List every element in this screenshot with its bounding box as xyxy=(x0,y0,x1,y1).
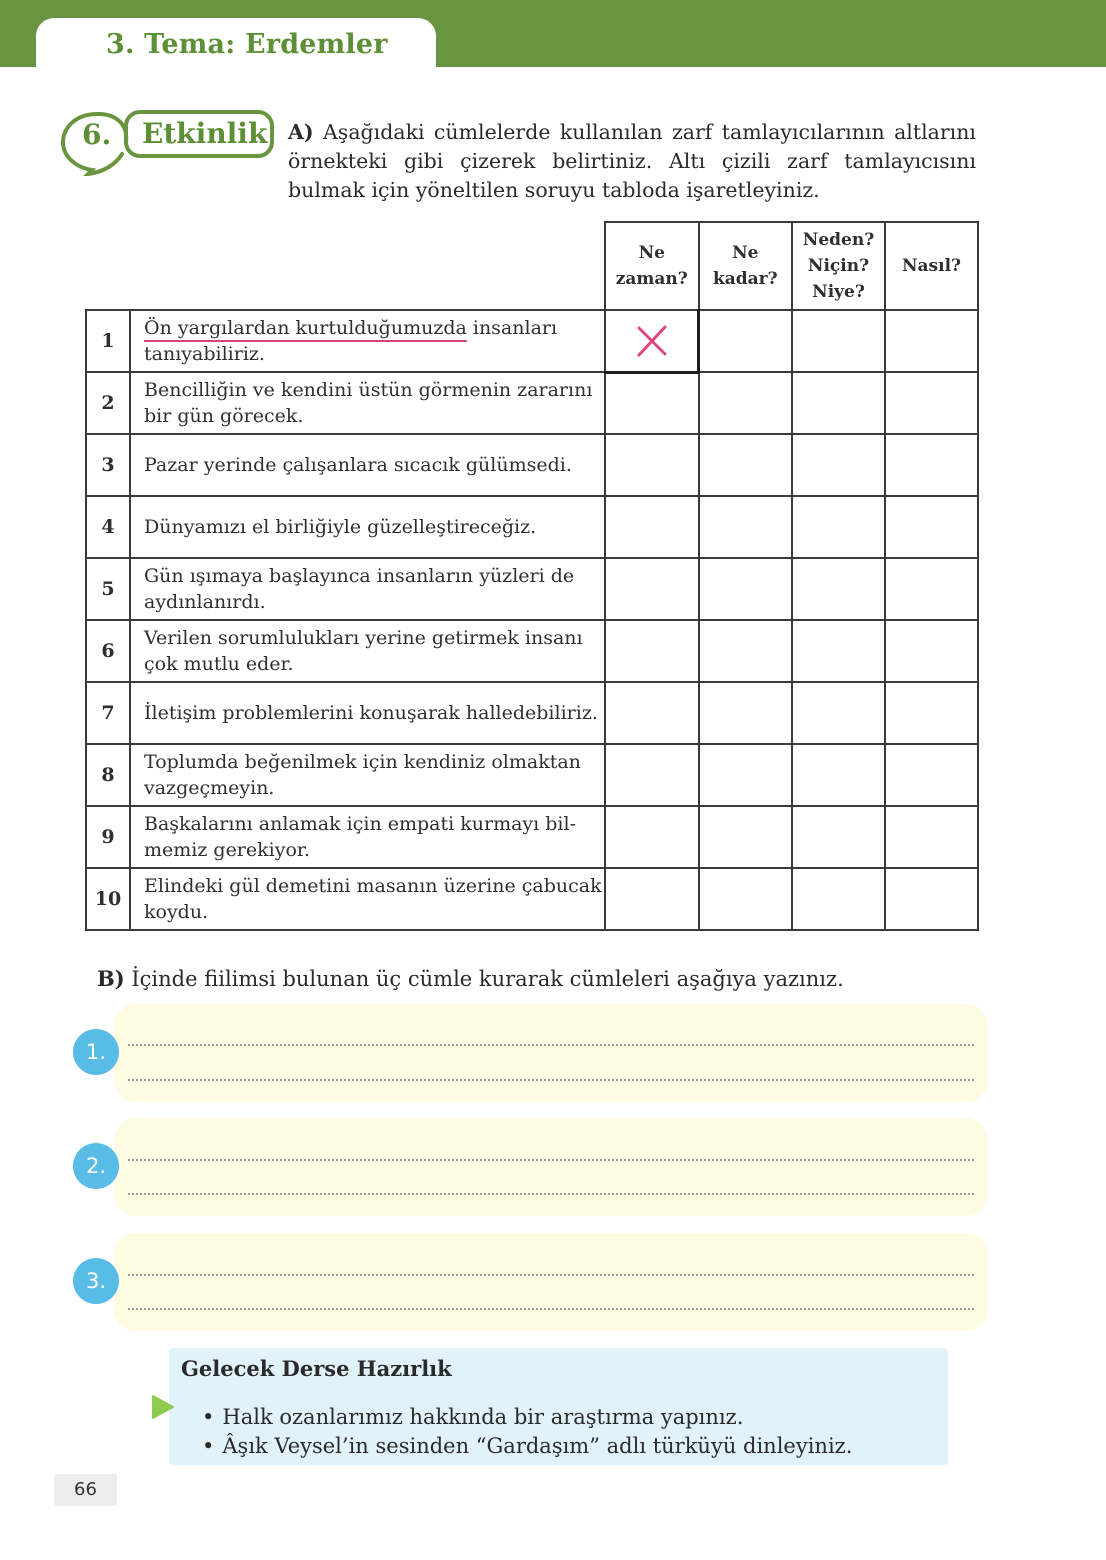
answer-cell[interactable] xyxy=(699,496,793,558)
answer-box-3[interactable] xyxy=(114,1233,988,1331)
answer-cell[interactable] xyxy=(699,558,793,620)
row-number: 7 xyxy=(86,682,130,744)
table-row xyxy=(86,434,978,496)
header-line: Ne xyxy=(638,243,665,263)
answer-cell[interactable] xyxy=(885,682,978,744)
header-line: Nasıl? xyxy=(901,256,961,276)
row-sentence: Pazar yerinde çalışanlara sıcacık gülümsedi. xyxy=(130,434,605,496)
header-line: Niçin? xyxy=(807,256,870,276)
activity-number: 6. xyxy=(82,118,112,151)
header-line: zaman? xyxy=(615,269,688,289)
next-lesson-title: Gelecek Derse Hazırlık xyxy=(181,1356,452,1381)
row-number: 9 xyxy=(86,806,130,868)
adverb-question-table xyxy=(85,221,979,931)
row-number: 10 xyxy=(86,868,130,930)
answer-cell[interactable] xyxy=(699,310,793,372)
answer-cell[interactable] xyxy=(885,310,978,372)
header-ne-zaman xyxy=(605,222,699,310)
row-number: 4 xyxy=(86,496,130,558)
answer-cell[interactable] xyxy=(792,806,885,868)
part-a-label: A) xyxy=(288,120,314,144)
table-row xyxy=(86,496,978,558)
answer-cell[interactable] xyxy=(885,744,978,806)
answer-cell[interactable] xyxy=(792,744,885,806)
list-item: • Halk ozanlarımız hakkında bir araştırma yapınız. xyxy=(202,1403,852,1432)
header-line: Neden? xyxy=(802,230,875,250)
answer-cell[interactable] xyxy=(792,434,885,496)
answer-cell[interactable] xyxy=(605,806,699,868)
part-b-text: İçinde fiilimsi bulunan üç cümle kurarak cümleleri aşağıya yazınız. xyxy=(131,967,844,991)
table-row xyxy=(86,744,978,806)
next-lesson-list xyxy=(202,1403,852,1461)
table-row xyxy=(86,620,978,682)
row-number: 8 xyxy=(86,744,130,806)
header-ne-kadar xyxy=(699,222,793,310)
answer-cell[interactable] xyxy=(699,434,793,496)
answer-cell[interactable] xyxy=(885,558,978,620)
answer-cell[interactable] xyxy=(792,372,885,434)
answer-cell[interactable] xyxy=(605,496,699,558)
answer-cell[interactable] xyxy=(885,372,978,434)
row-number: 6 xyxy=(86,620,130,682)
header-line: Niye? xyxy=(812,282,865,302)
theme-title: 3. Tema: Erdemler xyxy=(106,29,388,60)
answer-cell[interactable] xyxy=(605,620,699,682)
table-header-row xyxy=(86,222,978,310)
row-sentence: Bencilliğin ve kendini üstün görmenin zararını bir gün görecek. xyxy=(130,372,605,434)
table-row xyxy=(86,868,978,930)
row-number: 3 xyxy=(86,434,130,496)
activity-label: Etkinlik xyxy=(142,117,268,150)
row-number: 5 xyxy=(86,558,130,620)
answer-cell[interactable] xyxy=(605,744,699,806)
next-lesson-box xyxy=(169,1348,948,1465)
row-sentence: Toplumda beğenilmek için kendiniz olmaktan vazgeçmeyin. xyxy=(130,744,605,806)
row-sentence: Dünyamızı el birliğiyle güzelleştireceğiz. xyxy=(130,496,605,558)
answer-cell[interactable] xyxy=(885,868,978,930)
answer-cell[interactable] xyxy=(605,372,699,434)
row-sentence: Elindeki gül demetini masanın üzerine çabucak koydu. xyxy=(130,868,605,930)
answer-cell[interactable] xyxy=(699,744,793,806)
x-mark-icon xyxy=(635,324,669,358)
answer-cell[interactable] xyxy=(699,620,793,682)
header-line: kadar? xyxy=(712,269,778,289)
answer-cell[interactable] xyxy=(885,496,978,558)
answer-number-badge: 3. xyxy=(73,1258,119,1304)
dotted-line xyxy=(128,1274,974,1276)
answer-cell[interactable] xyxy=(792,496,885,558)
dotted-line xyxy=(128,1079,974,1081)
table-row xyxy=(86,372,978,434)
part-a-text: Aşağıdaki cümlelerde kullanılan zarf tamlayıcılarının altlarını örnekteki gibi çizerek belirtiniz. Altı çizili zarf tamlayıcısını bulmak için yöneltilen soruyu tabloda işaretleyiniz. xyxy=(288,120,976,202)
answer-cell[interactable] xyxy=(699,682,793,744)
answer-cell[interactable] xyxy=(605,434,699,496)
answer-cell[interactable] xyxy=(699,372,793,434)
sentence-rest: insanları tanıyabiliriz. xyxy=(144,317,558,365)
answer-cell[interactable] xyxy=(792,620,885,682)
table-row xyxy=(86,806,978,868)
answer-cell[interactable] xyxy=(792,682,885,744)
row-sentence: Başkalarını anlamak için empati kurmayı bil-memiz gerekiyor. xyxy=(130,806,605,868)
header-nasil xyxy=(885,222,978,310)
answer-cell[interactable] xyxy=(792,868,885,930)
row-number: 1 xyxy=(86,310,130,372)
answer-box-2[interactable] xyxy=(114,1118,988,1216)
table-row xyxy=(86,558,978,620)
answer-cell[interactable] xyxy=(885,806,978,868)
answer-cell[interactable] xyxy=(792,558,885,620)
dotted-line xyxy=(128,1159,974,1161)
answer-cell[interactable] xyxy=(792,310,885,372)
answer-box-1[interactable] xyxy=(114,1004,988,1102)
answer-number-badge: 1. xyxy=(73,1029,119,1075)
answer-cell[interactable] xyxy=(605,310,699,372)
underlined-adverb: Ön yargılardan kurtulduğumuzda xyxy=(144,317,467,339)
row-sentence xyxy=(130,310,605,372)
row-sentence: İletişim problemlerini konuşarak halledebiliriz. xyxy=(130,682,605,744)
answer-cell[interactable] xyxy=(605,558,699,620)
table-corner xyxy=(130,222,605,310)
answer-cell[interactable] xyxy=(699,806,793,868)
answer-number-badge: 2. xyxy=(73,1143,119,1189)
table-row xyxy=(86,310,978,372)
dotted-line xyxy=(128,1044,974,1046)
part-b-label: B) xyxy=(97,966,125,991)
page-number: 66 xyxy=(54,1474,117,1506)
table-row xyxy=(86,682,978,744)
row-number: 2 xyxy=(86,372,130,434)
table-corner xyxy=(86,222,130,310)
answer-cell[interactable] xyxy=(699,868,793,930)
header-neden xyxy=(792,222,885,310)
answer-cell[interactable] xyxy=(605,868,699,930)
row-sentence: Verilen sorumlulukları yerine getirmek insanı çok mutlu eder. xyxy=(130,620,605,682)
answer-cell[interactable] xyxy=(605,682,699,744)
header-line: Ne xyxy=(732,243,759,263)
row-sentence: Gün ışımaya başlayınca insanların yüzleri de aydınlanırdı. xyxy=(130,558,605,620)
play-triangle-icon xyxy=(150,1393,176,1421)
dotted-line xyxy=(128,1308,974,1310)
part-a-instructions xyxy=(288,118,976,205)
answer-cell[interactable] xyxy=(885,434,978,496)
answer-cell[interactable] xyxy=(885,620,978,682)
part-b-instructions xyxy=(97,966,844,991)
list-item: • Âşık Veysel’in sesinden “Gardaşım” adlı türküyü dinleyiniz. xyxy=(202,1432,852,1461)
dotted-line xyxy=(128,1193,974,1195)
